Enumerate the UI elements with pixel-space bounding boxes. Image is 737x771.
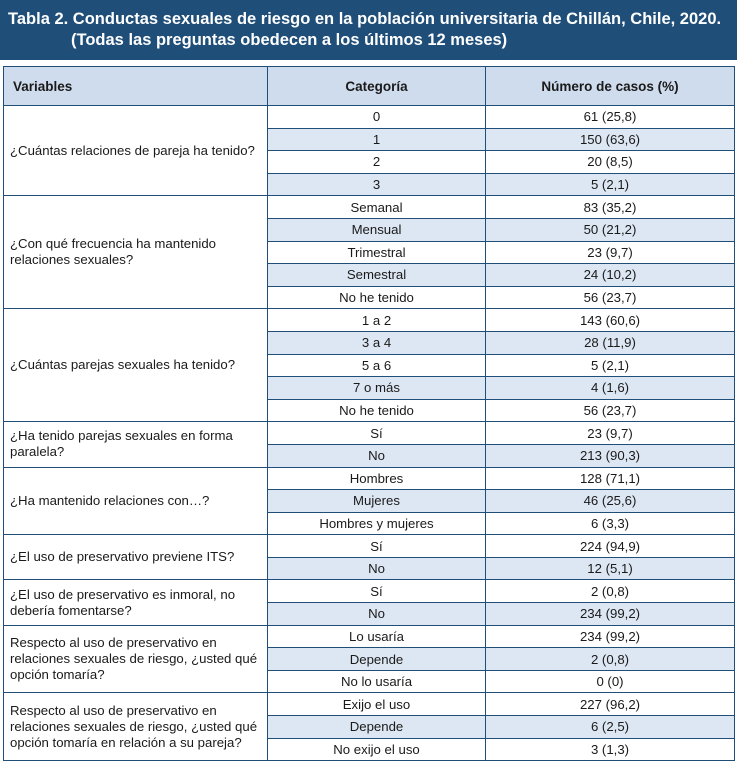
cases-cell: 234 (99,2) (486, 625, 735, 648)
table-row (4, 196, 735, 219)
category-cell: Mensual (268, 218, 486, 241)
cases-cell: 28 (11,9) (486, 331, 735, 354)
table-body (4, 106, 735, 761)
table-row (4, 422, 735, 445)
category-cell: Sí (268, 535, 486, 558)
category-cell: Hombres (268, 467, 486, 490)
category-cell: No lo usaría (268, 670, 486, 693)
category-cell: No (268, 557, 486, 580)
variable-cell: ¿Ha mantenido relaciones con…? (4, 467, 268, 535)
category-cell: Sí (268, 422, 486, 445)
cases-cell: 23 (9,7) (486, 241, 735, 264)
variable-cell: ¿Ha tenido parejas sexuales en forma paralela? (4, 422, 268, 467)
header-row (4, 67, 735, 106)
variable-cell: Respecto al uso de preservativo en relaciones sexuales de riesgo, ¿usted qué opción tomaría en relación a su pareja? (4, 693, 268, 761)
cases-cell: 0 (0) (486, 670, 735, 693)
table-row (4, 535, 735, 558)
title-line-2: (Todas las preguntas obedecen a los últimos 12 meses) (71, 31, 508, 49)
header-categoria: Categoría (268, 67, 486, 106)
header-numero-casos: Número de casos (%) (486, 67, 735, 106)
category-cell: Lo usaría (268, 625, 486, 648)
header-variables: Variables (4, 67, 268, 106)
cases-cell: 24 (10,2) (486, 264, 735, 287)
table-row (4, 106, 735, 129)
title-line-1: Tabla 2. Conductas sexuales de riesgo en la población universitaria de Chillán, Chile, 2020. (8, 10, 722, 28)
category-cell: No he tenido (268, 286, 486, 309)
category-cell: No (268, 603, 486, 626)
table-row (4, 467, 735, 490)
data-table (3, 66, 735, 761)
category-cell: 3 a 4 (268, 331, 486, 354)
variable-cell: ¿Cuántas relaciones de pareja ha tenido? (4, 106, 268, 196)
cases-cell: 227 (96,2) (486, 693, 735, 716)
cases-cell: 2 (0,8) (486, 580, 735, 603)
category-cell: No exijo el uso (268, 738, 486, 761)
cases-cell: 6 (3,3) (486, 512, 735, 535)
category-cell: Depende (268, 716, 486, 739)
category-cell: 2 (268, 151, 486, 174)
cases-cell: 4 (1,6) (486, 377, 735, 400)
category-cell: Depende (268, 648, 486, 671)
cases-cell: 143 (60,6) (486, 309, 735, 332)
cases-cell: 50 (21,2) (486, 218, 735, 241)
cases-cell: 5 (2,1) (486, 354, 735, 377)
category-cell: Hombres y mujeres (268, 512, 486, 535)
category-cell: Trimestral (268, 241, 486, 264)
table-title (0, 0, 737, 60)
variable-cell: ¿Cuántas parejas sexuales ha tenido? (4, 309, 268, 422)
category-cell: No he tenido (268, 399, 486, 422)
cases-cell: 20 (8,5) (486, 151, 735, 174)
category-cell: Semanal (268, 196, 486, 219)
category-cell: 1 (268, 128, 486, 151)
cases-cell: 56 (23,7) (486, 286, 735, 309)
cases-cell: 23 (9,7) (486, 422, 735, 445)
variable-cell: Respecto al uso de preservativo en relaciones sexuales de riesgo, ¿usted qué opción tomaría? (4, 625, 268, 693)
cases-cell: 56 (23,7) (486, 399, 735, 422)
cases-cell: 234 (99,2) (486, 603, 735, 626)
category-cell: No (268, 444, 486, 467)
cases-cell: 61 (25,8) (486, 106, 735, 129)
category-cell: Mujeres (268, 490, 486, 513)
cases-cell: 46 (25,6) (486, 490, 735, 513)
table-row (4, 693, 735, 716)
variable-cell: ¿Con qué frecuencia ha mantenido relaciones sexuales? (4, 196, 268, 309)
cases-cell: 213 (90,3) (486, 444, 735, 467)
category-cell: 1 a 2 (268, 309, 486, 332)
category-cell: 3 (268, 173, 486, 196)
category-cell: Exijo el uso (268, 693, 486, 716)
variable-cell: ¿El uso de preservativo previene ITS? (4, 535, 268, 580)
cases-cell: 6 (2,5) (486, 716, 735, 739)
variable-cell: ¿El uso de preservativo es inmoral, no debería fomentarse? (4, 580, 268, 625)
category-cell: 7 o más (268, 377, 486, 400)
cases-cell: 83 (35,2) (486, 196, 735, 219)
category-cell: 5 a 6 (268, 354, 486, 377)
table-row (4, 309, 735, 332)
table-row (4, 580, 735, 603)
cases-cell: 12 (5,1) (486, 557, 735, 580)
cases-cell: 150 (63,6) (486, 128, 735, 151)
cases-cell: 5 (2,1) (486, 173, 735, 196)
category-cell: 0 (268, 106, 486, 129)
category-cell: Sí (268, 580, 486, 603)
cases-cell: 2 (0,8) (486, 648, 735, 671)
cases-cell: 224 (94,9) (486, 535, 735, 558)
category-cell: Semestral (268, 264, 486, 287)
cases-cell: 128 (71,1) (486, 467, 735, 490)
cases-cell: 3 (1,3) (486, 738, 735, 761)
table-row (4, 625, 735, 648)
